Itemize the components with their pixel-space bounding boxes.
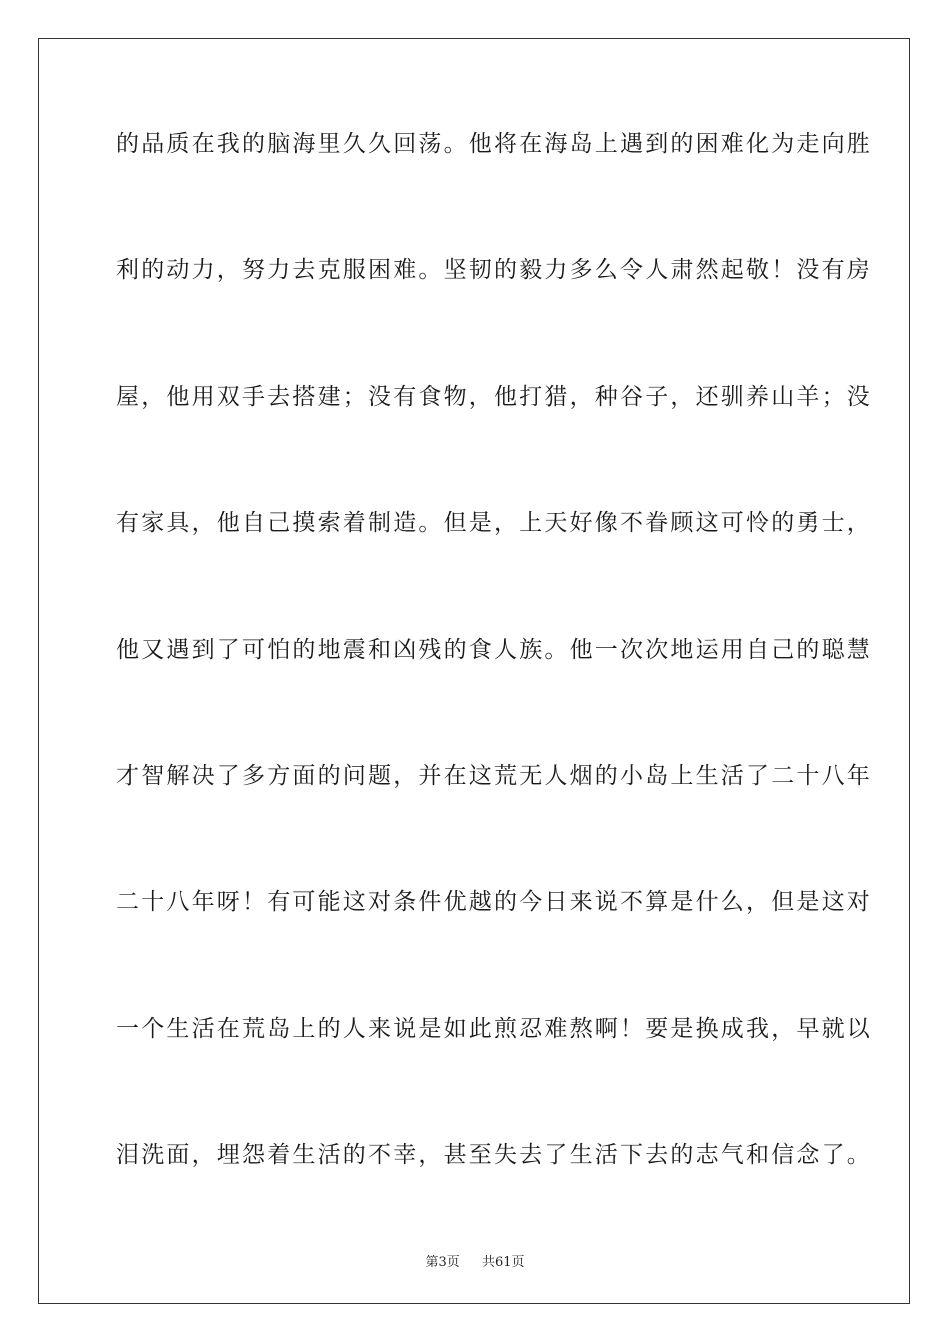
page-total: 共61页 [482, 1255, 525, 1270]
text-line: 一个生活在荒岛上的人来说是如此煎忍难熬啊！要是换成我，早就以 [116, 1015, 872, 1042]
text-line: 二十八年呀！有可能这对条件优越的今日来说不算是什么，但是这对 [116, 889, 872, 916]
body-text [116, 128, 872, 1266]
text-line: 他又遇到了可怕的地震和凶残的食人族。他一次次地运用自己的聪慧 [116, 636, 872, 663]
text-line: 利的动力，努力去克服困难。坚韧的毅力多么令人肃然起敬！没有房 [116, 257, 872, 284]
text-line: 泪洗面，埋怨着生活的不幸，甚至失去了生活下去的志气和信念了。 [116, 1142, 872, 1169]
text-line: 才智解决了多方面的问题，并在这荒无人烟的小岛上生活了二十八年 [116, 762, 872, 789]
page-number: 第3页 [425, 1255, 460, 1270]
text-line: 有家具，他自己摸索着制造。但是，上天好像不眷顾这可怜的勇士， [116, 510, 872, 537]
page-footer [0, 1251, 950, 1270]
text-line: 屋，他用双手去搭建；没有食物，他打猎，种谷子，还驯养山羊；没 [116, 383, 872, 410]
text-line: 的品质在我的脑海里久久回荡。他将在海岛上遇到的困难化为走向胜 [116, 131, 872, 157]
